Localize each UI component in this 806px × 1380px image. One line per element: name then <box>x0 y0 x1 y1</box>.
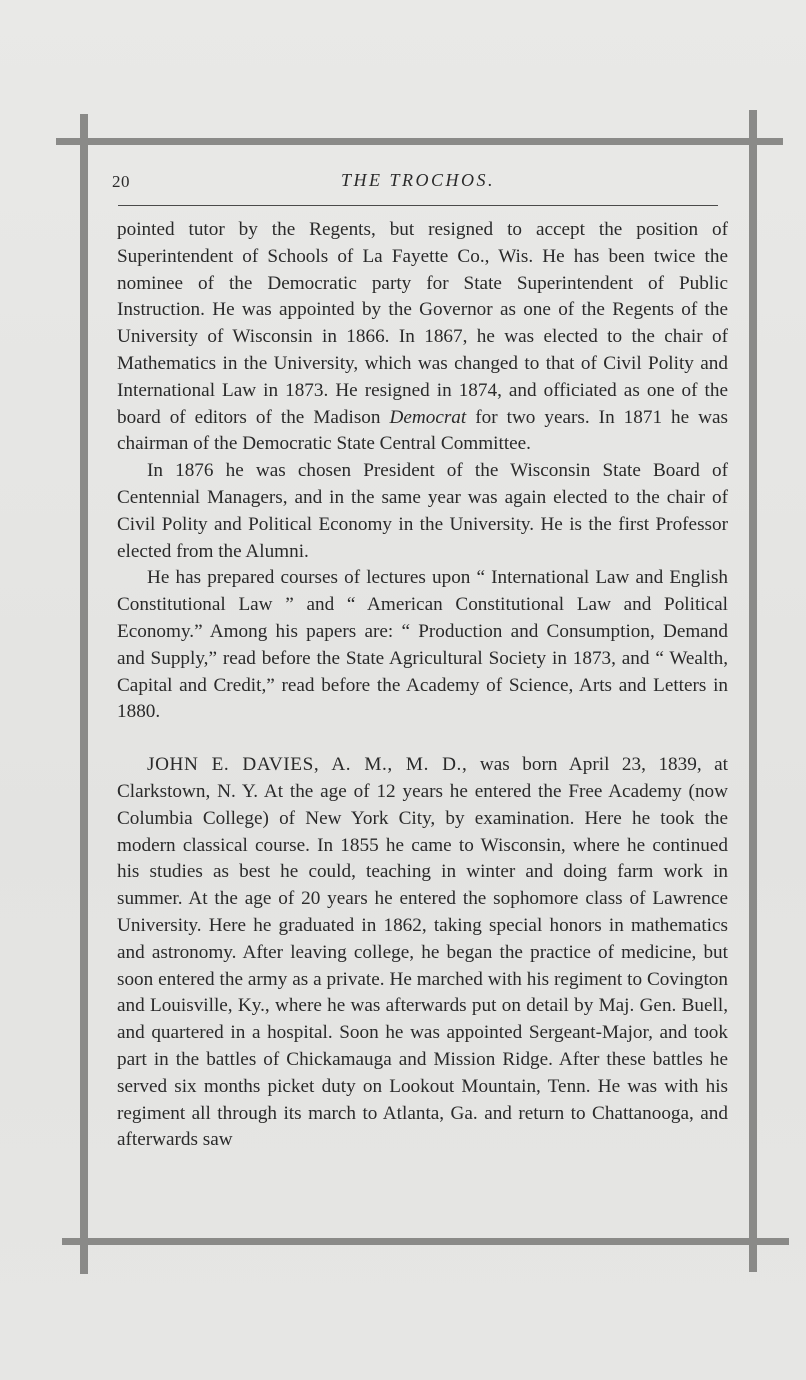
paragraph-3: He has prepared courses of lectures upon “ International Law and English Constitutional Law ” and “ American Constitutional Law and Political Economy.” Among his papers are: “ Production and Consumption, Demand and Supply,” read before the State Agricultural Society in 1873, and “ Wealth, Capital and Credit,” read before the Academy of Science, Arts and Letters in 1880. <box>117 567 728 723</box>
newspaper-title: Democrat <box>389 406 467 428</box>
biography-name: JOHN E. DAVIES, A. M., M. D., <box>147 754 468 776</box>
header-divider <box>118 205 718 206</box>
paragraph-1 <box>117 217 728 458</box>
page-number: 20 <box>112 172 130 191</box>
running-title: THE TROCHOS. <box>340 170 495 190</box>
paragraph-1-end: for two years. In 1871 he was chairman of the Democratic State Central Committee. <box>117 406 728 455</box>
paragraph-2: In 1876 he was chosen President of the Wisconsin State Board of Centennial Managers, and in the same year was again elected to the chair of Civil Polity and Political Economy in the University. He is the first Professor elected from the Alumni. <box>117 460 728 562</box>
paragraph-4 <box>117 752 728 1154</box>
border-rule-bottom <box>62 1238 789 1245</box>
border-rule-top <box>56 138 783 145</box>
border-rule-right <box>749 110 757 1272</box>
paragraph-1-text: pointed tutor by the Regents, but resigned to accept the position of Superintendent of Schools of La Fayette Co., Wis. He has been twice the nominee of the Democratic party for State Superintendent of Public Instruction. He was appointed by the Governor as one of the Regents of the University of Wisconsin in 1866. In 1867, he was elected to the chair of Mathematics in the University, which was changed to that of Civil Polity and International Law in 1873. He resigned in 1874, and officiated as one of the board of editors of the Madison <box>117 219 728 428</box>
paragraph-4-text: was born April 23, 1839, at Clarkstown, N. Y. At the age of 12 years he entered the Free Academy (now Columbia College) of New York City, by examination. Here he took the modern classical course. In 1855 he came to Wisconsin, where he continued his studies as best he could, teaching in winter and doing farm work in summer. At the age of 20 years he entered the sophomore class of Lawrence University. Here he graduated in 1862, taking special honors in mathematics and astronomy. After leaving college, he began the practice of medicine, but soon entered the army as a private. He marched with his regiment to Covington and Louisville, Ky., where he was afterwards put on detail by Maj. Gen. Buell, and quartered in a hospital. Soon he was appointed Sergeant-Major, and took part in the battles of Chickamauga and Mission Ridge. After these battles he served six months picket duty on Lookout Mountain, Tenn. He was with his regiment all through its march to Atlanta, Ga. and return to Chattanooga, and afterwards saw <box>117 754 728 1151</box>
page-header <box>112 168 724 194</box>
body-text <box>117 217 728 1154</box>
border-rule-left <box>80 114 88 1274</box>
